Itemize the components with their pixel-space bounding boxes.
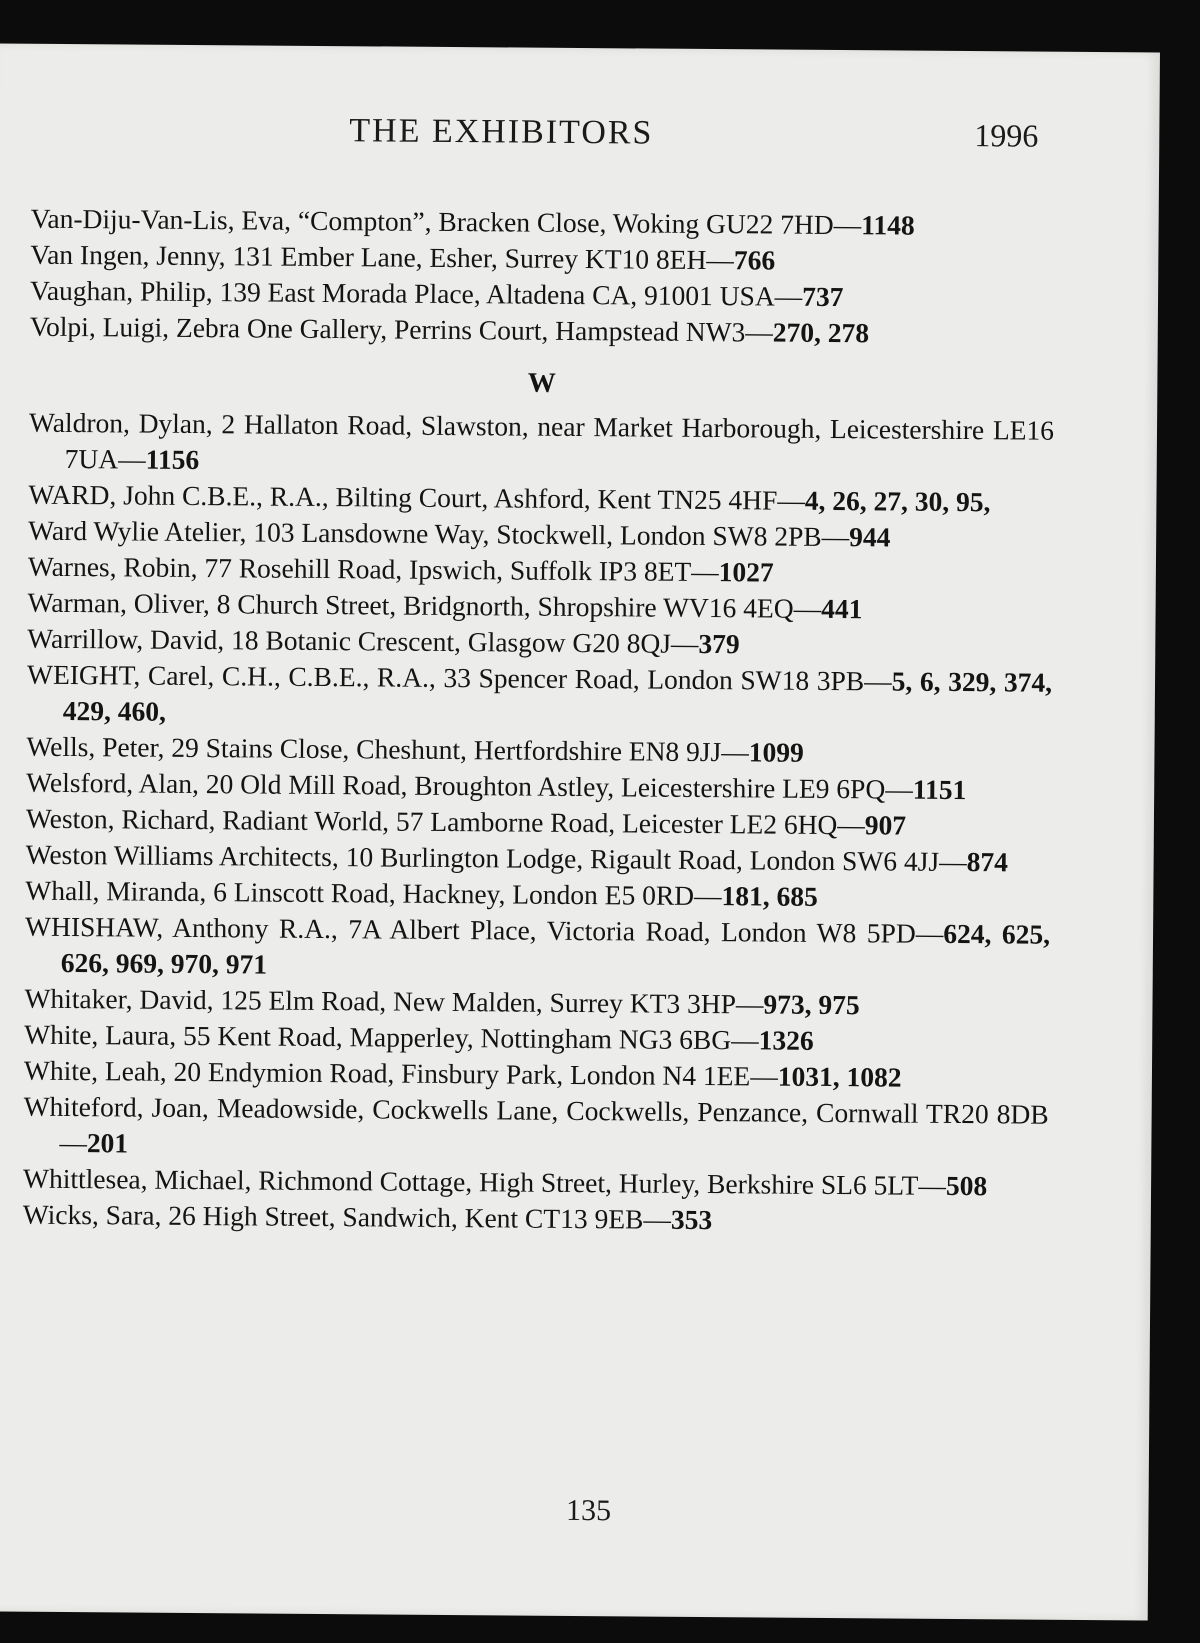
catalogue-numbers: 379	[698, 627, 740, 660]
exhibitor-details: White, Laura, 55 Kent Road, Mapperley, Nottingham NG3 6BG—	[24, 1018, 759, 1056]
catalogue-numbers: 737	[802, 280, 844, 313]
catalogue-numbers: 874	[966, 846, 1009, 878]
catalogue-numbers: 766	[733, 244, 776, 276]
exhibitor-entry	[25, 909, 1051, 989]
exhibitor-details: White, Leah, 20 Endymion Road, Finsbury Park, London N4 1EE—	[23, 1054, 778, 1092]
exhibitor-details: Warman, Oliver, 8 Church Street, Bridgnorth, Shropshire WV16 4EQ—	[27, 586, 822, 624]
catalogue-numbers: 441	[821, 592, 863, 625]
running-header	[0, 109, 1159, 168]
catalogue-numbers: 508	[945, 1169, 988, 1202]
exhibitor-details: Weston Williams Architects, 10 Burlington Lodge, Rigault Road, London SW6 4JJ—	[25, 838, 967, 878]
exhibitor-list	[23, 201, 1056, 1241]
page-number: 135	[565, 1493, 612, 1528]
exhibitor-details: WEIGHT, Carel, C.H., C.B.E., R.A., 33 Spencer Road, London SW18 3PB—	[26, 658, 892, 697]
exhibitor-entry	[27, 657, 1053, 737]
catalogue-numbers: 270, 278	[772, 316, 870, 349]
exhibitor-details: Warrillow, David, 18 Botanic Crescent, Glasgow G20 8QJ—	[27, 622, 699, 659]
exhibitor-details: Wicks, Sara, 26 High Street, Sandwich, Kent CT13 9EB—	[22, 1198, 672, 1235]
header-year: 1996	[974, 117, 1039, 154]
exhibitor-details: Waldron, Dylan, 2 Hallaton Road, Slawston, near Market Harborough, Leicestershire LE16 7UA—	[28, 406, 1055, 475]
catalogue-numbers: 1151	[912, 773, 967, 806]
catalogue-numbers: 353	[670, 1203, 713, 1236]
exhibitor-entry	[23, 1089, 1049, 1169]
exhibitor-entry	[30, 309, 1055, 353]
exhibitor-entry	[29, 405, 1055, 485]
catalogue-numbers: 1099	[748, 736, 804, 768]
catalogue-numbers: 5, 6, 329, 374, 429, 460,	[62, 665, 1053, 727]
exhibitor-details: Van Ingen, Jenny, 131 Ember Lane, Esher, Surrey KT10 8EH—	[30, 238, 735, 276]
catalogue-numbers: 201	[86, 1127, 129, 1159]
book-page	[0, 43, 1160, 1620]
catalogue-numbers: 1326	[758, 1024, 814, 1056]
exhibitor-details: Ward Wylie Atelier, 103 Lansdowne Way, Stockwell, London SW8 2PB—	[28, 514, 850, 553]
exhibitor-details: WHISHAW, Anthony R.A., 7A Albert Place, Victoria Road, London W8 5PD—	[24, 910, 944, 949]
running-title: THE EXHIBITORS	[349, 112, 654, 152]
exhibitor-details: Wells, Peter, 29 Stains Close, Cheshunt, Hertfordshire EN8 9JJ—	[26, 730, 749, 768]
exhibitor-details: Whittlesea, Michael, Richmond Cottage, High Street, Hurley, Berkshire SL6 5LT—	[22, 1162, 947, 1201]
exhibitor-details: WARD, John C.B.E., R.A., Bilting Court, Ashford, Kent TN25 4HF—	[28, 478, 805, 516]
exhibitor-details: Weston, Richard, Radiant World, 57 Lamborne Road, Leicester LE2 6HQ—	[25, 802, 865, 841]
section-letter: W	[527, 367, 556, 399]
exhibitor-details: Whiteford, Joan, Meadowside, Cockwells Lane, Cockwells, Penzance, Cornwall TR20 8DB—	[23, 1090, 1049, 1159]
exhibitor-details: Whitaker, David, 125 Elm Road, New Malden, Surrey KT3 3HP—	[24, 982, 764, 1020]
exhibitor-details: Warnes, Robin, 77 Rosehill Road, Ipswich, Suffolk IP3 8ET—	[27, 550, 719, 588]
exhibitor-details: Whall, Miranda, 6 Linscott Road, Hackney, London E5 0RD—	[25, 874, 722, 912]
catalogue-numbers: 907	[864, 809, 907, 841]
catalogue-numbers: 1031, 1082	[777, 1060, 902, 1093]
exhibitor-details: Volpi, Luigi, Zebra One Gallery, Perrins Court, Hampstead NW3—	[29, 310, 774, 348]
exhibitor-details: Van-Diju-Van-Lis, Eva, “Compton”, Bracken Close, Woking GU22 7HD—	[30, 202, 862, 241]
catalogue-numbers: 1148	[861, 209, 915, 241]
catalogue-numbers: 973, 975	[763, 988, 860, 1021]
catalogue-numbers: 1027	[718, 556, 774, 588]
catalogue-numbers: 624, 625, 626, 969, 970, 971	[60, 917, 1051, 980]
catalogue-numbers: 181, 685	[721, 880, 818, 912]
catalogue-numbers: 4, 26, 27, 30, 95,	[804, 484, 991, 518]
exhibitor-details: Welsford, Alan, 20 Old Mill Road, Broughton Astley, Leicestershire LE9 6PQ—	[26, 766, 913, 805]
exhibitor-details: Vaughan, Philip, 139 East Morada Place, Altadena CA, 91001 USA—	[29, 274, 803, 312]
catalogue-numbers: 944	[849, 521, 891, 553]
catalogue-numbers: 1156	[145, 443, 200, 476]
